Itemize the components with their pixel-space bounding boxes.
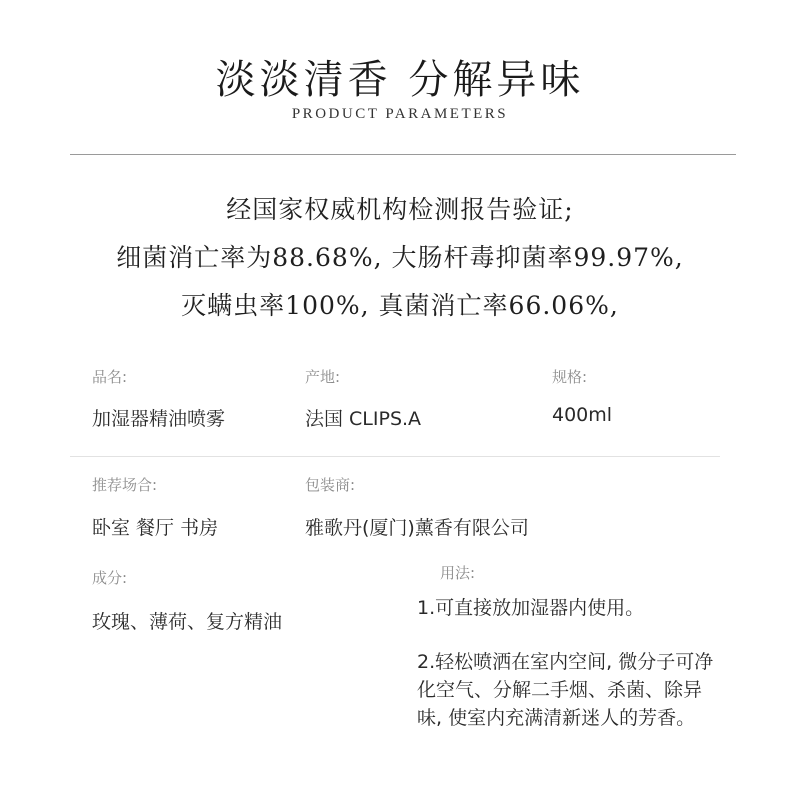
header-divider xyxy=(70,154,736,155)
occasion-label: 推荐场合: xyxy=(92,476,158,494)
page-title: 淡淡清香 分解异味 xyxy=(215,57,585,103)
claim-line-3: 灭螨虫率100%, 真菌消亡率66.06%, xyxy=(181,291,619,320)
occasion-value: 卧室 餐厅 书房 xyxy=(92,517,219,539)
ingredients-value: 玫瑰、薄荷、复方精油 xyxy=(92,611,283,633)
spec-label: 规格: xyxy=(552,368,588,386)
usage-label: 用法: xyxy=(440,564,476,582)
page-subtitle: PRODUCT PARAMETERS xyxy=(291,106,509,122)
usage-step-2: 2.轻松喷洒在室内空间, 微分子可净化空气、分解二手烟、杀菌、除异味, 使室内充满清新迷人的芳香。 xyxy=(417,651,714,729)
packager-value: 雅歌丹(厦门)薰香有限公司 xyxy=(305,517,529,539)
origin-label: 产地: xyxy=(305,368,341,386)
usage-step-1: 1.可直接放加湿器内使用。 xyxy=(417,597,645,619)
spec-value: 400ml xyxy=(552,404,613,426)
name-label: 品名: xyxy=(92,368,128,386)
packager-label: 包装商: xyxy=(305,476,356,494)
row-divider xyxy=(70,456,720,457)
origin-value: 法国 CLIPS.A xyxy=(305,408,422,430)
ingredients-label: 成分: xyxy=(92,569,128,587)
claim-line-1: 经国家权威机构检测报告验证; xyxy=(226,195,574,224)
claim-line-2: 细菌消亡率为88.68%, 大肠杆毒抑菌率99.97%, xyxy=(116,243,684,272)
name-value: 加湿器精油喷雾 xyxy=(92,408,226,430)
